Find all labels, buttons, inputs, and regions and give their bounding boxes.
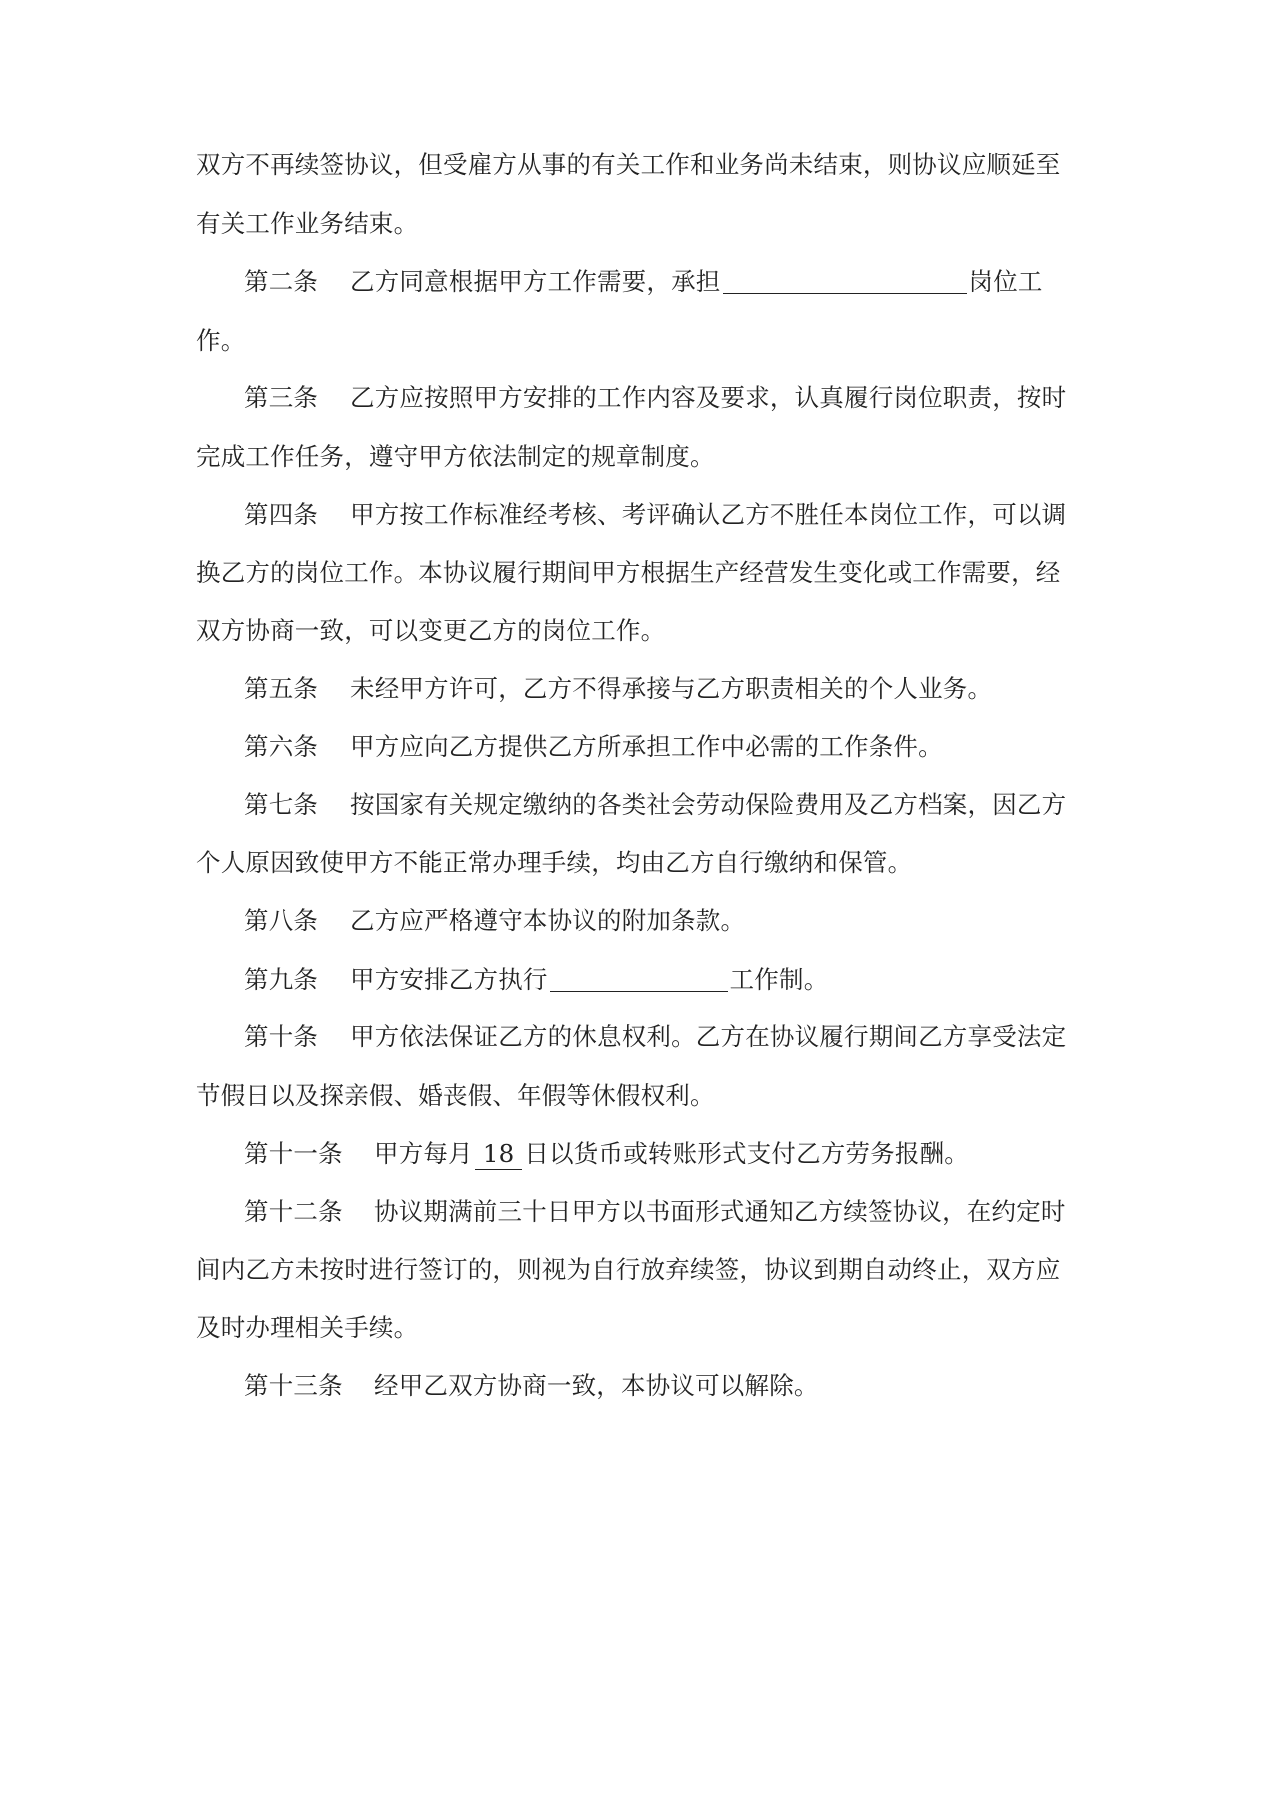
article-13-label: 第十三条: [244, 1371, 343, 1400]
article-10-label: 第十条: [244, 1022, 319, 1051]
article-7-label: 第七条: [244, 790, 319, 819]
article-13-line-1: [244, 1369, 1144, 1403]
article-3-line-1: [244, 381, 1144, 415]
article-9-blank: [550, 963, 728, 992]
intro-line-1: 双方不再续签协议，但受雇方从事的有关工作和业务尚未结束，则协议应顺延至: [196, 150, 1061, 179]
article-2-text-after: 岗位工: [968, 267, 1043, 296]
intro-line-2: 有关工作业务结束。: [196, 209, 419, 238]
article-3-label: 第三条: [244, 383, 319, 412]
article-9-label: 第九条: [244, 965, 319, 994]
article-6-label: 第六条: [244, 732, 319, 761]
article-4-text-1: 甲方按工作标准经考核、考评确认乙方不胜任本岗位工作，可以调: [350, 500, 1067, 529]
article-5-label: 第五条: [244, 674, 319, 703]
article-9-text-before: 甲方安排乙方执行: [350, 965, 548, 994]
article-9-text-after: 工作制。: [729, 965, 829, 994]
article-12-line-3: 及时办理相关手续。: [196, 1313, 419, 1342]
article-10-text-1: 甲方依法保证乙方的休息权利。乙方在协议履行期间乙方享受法定: [350, 1022, 1067, 1051]
article-7-text-1: 按国家有关规定缴纳的各类社会劳动保险费用及乙方档案，因乙方: [350, 790, 1067, 819]
article-10-line-2: 节假日以及探亲假、婚丧假、年假等休假权利。: [196, 1081, 715, 1110]
article-4-line-3: 双方协商一致，可以变更乙方的岗位工作。: [196, 616, 666, 645]
article-4-line-2: 换乙方的岗位工作。本协议履行期间甲方根据生产经营发生变化或工作需要，经: [196, 558, 1061, 587]
article-13-text-1: 经甲乙双方协商一致，本协议可以解除。: [374, 1371, 819, 1400]
article-9-line-1: [244, 963, 1144, 997]
article-10-line-1: [244, 1020, 1144, 1054]
article-2-blank: [723, 265, 967, 294]
article-2-line-2: 作。: [196, 326, 246, 355]
article-11-label: 第十一条: [244, 1139, 343, 1168]
article-2-label: 第二条: [244, 267, 319, 296]
article-3-text-1: 乙方应按照甲方安排的工作内容及要求，认真履行岗位职责，按时: [350, 383, 1067, 412]
article-12-text-1: 协议期满前三十日甲方以书面形式通知乙方续签协议，在约定时: [374, 1197, 1066, 1226]
article-7-line-2: 个人原因致使甲方不能正常办理手续，均由乙方自行缴纳和保管。: [196, 848, 913, 877]
article-4-label: 第四条: [244, 500, 319, 529]
article-4-line-1: [244, 498, 1144, 532]
article-11-text-after: 日以货币或转账形式支付乙方劳务报酬。: [524, 1139, 969, 1168]
article-11-text-before: 甲方每月: [374, 1139, 473, 1168]
article-2-text-before: 乙方同意根据甲方工作需要，承担: [350, 267, 721, 296]
article-8-text-1: 乙方应严格遵守本协议的附加条款。: [350, 906, 746, 935]
article-7-line-1: [244, 788, 1144, 822]
article-12-line-1: [244, 1195, 1144, 1229]
article-2-line-1: [244, 265, 1144, 299]
article-3-line-2: 完成工作任务，遵守甲方依法制定的规章制度。: [196, 442, 715, 471]
article-5-text-1: 未经甲方许可，乙方不得承接与乙方职责相关的个人业务。: [350, 674, 993, 703]
article-8-line-1: [244, 904, 1144, 938]
article-6-line-1: [244, 730, 1144, 764]
article-5-line-1: [244, 672, 1144, 706]
article-11-payday-value: 18: [475, 1139, 523, 1170]
article-12-label: 第十二条: [244, 1197, 343, 1226]
article-12-line-2: 间内乙方未按时进行签订的，则视为自行放弃续签，协议到期自动终止，双方应: [196, 1255, 1061, 1284]
article-6-text-1: 甲方应向乙方提供乙方所承担工作中必需的工作条件。: [350, 732, 943, 761]
article-8-label: 第八条: [244, 906, 319, 935]
article-11-line-1: [244, 1137, 1144, 1171]
